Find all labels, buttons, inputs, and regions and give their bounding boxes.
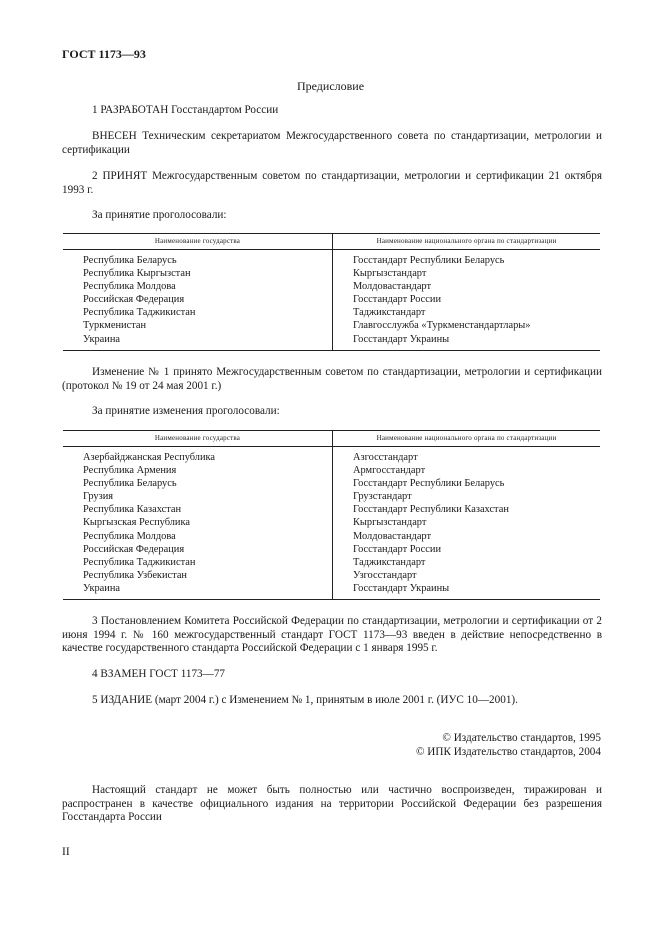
list-item: Российская Федерация [83, 294, 185, 306]
page-number: II [62, 846, 70, 858]
table-voters [63, 233, 600, 351]
list-item: Грузия [83, 491, 114, 503]
para-replaces: 4 ВЗАМЕН ГОСТ 1173—77 [92, 668, 226, 680]
para-developed: 1 РАЗРАБОТАН Госстандартом России [92, 104, 279, 116]
para-amendment: Изменение № 1 принято Межгосударственным советом по стандартизации, метрологии и сертификации (протокол № 19 от 24 мая 2001 г.) [62, 366, 602, 392]
list-item: Армгосстандарт [353, 465, 426, 477]
list-item: Республика Таджикистан [83, 556, 196, 568]
table-header-body: Наименование национального органа по стандартизации [333, 431, 601, 447]
para-adopted: 2 ПРИНЯТ Межгосударственным советом по стандартизации, метрологии и сертификации 21 октября 1993 г. [62, 170, 602, 196]
list-item: Госстандарт Республики Беларусь [353, 255, 505, 266]
list-item: Госстандарт Республики Беларусь [353, 478, 505, 490]
list-item: Кыргызстандарт [353, 517, 427, 529]
list-item: Республика Молдова [83, 281, 176, 293]
section-title: Предисловие [296, 79, 365, 93]
list-item: Туркменистан [83, 320, 147, 332]
list-item: Республика Молдова [83, 530, 176, 542]
list-item: Республика Беларусь [83, 255, 177, 266]
list-item: Украина [83, 333, 121, 345]
states-list [63, 250, 332, 350]
list-item: Республика Таджикистан [83, 307, 196, 319]
states-list [63, 447, 332, 599]
copyright-line-2: © ИПК Издательство стандартов, 2004 [415, 746, 601, 758]
list-item: Республика Кыргызстан [83, 268, 191, 280]
list-item: Госстандарт Украины [353, 582, 450, 594]
para-resolution: 3 Постановлением Комитета Российской Федерации по стандартизации, метрологии и сертификации от 2 июня 1994 г. № 160 межгосударственный стандарт ГОСТ 1173—93 введен в действие непосредственно в качестве государственного стандарта Российской Федерации с 1 января 1995 г. [62, 615, 602, 654]
table-header-state: Наименование государства [63, 234, 333, 250]
list-item: Госстандарт Украины [353, 333, 450, 345]
table-header-state: Наименование государства [63, 431, 333, 447]
list-item: Узгосстандарт [353, 569, 417, 581]
list-item: Госстандарт России [353, 294, 442, 306]
bodies-list [333, 447, 600, 599]
list-item: Таджикстандарт [353, 556, 426, 568]
list-item: Грузстандарт [353, 491, 412, 503]
list-item: Таджикстандарт [353, 307, 426, 319]
para-reproduction-notice: Настоящий стандарт не может быть полностью или частично воспроизведен, тиражирован и распространен в качестве официального издания на территории Российской Федерации без разрешения Госстандарта России [62, 784, 602, 823]
list-item: Госстандарт России [353, 543, 442, 555]
list-item: Азербайджанская Республика [83, 452, 216, 463]
list-item: Главгосслужба «Туркменстандартлары» [353, 320, 531, 332]
table-header-body: Наименование национального органа по стандартизации [333, 234, 601, 250]
list-item: Госстандарт Республики Казахстан [353, 504, 509, 516]
list-item: Молдовастандарт [353, 530, 432, 542]
para-amendment-voted: За принятие изменения проголосовали: [92, 405, 280, 417]
bodies-list [333, 250, 600, 350]
para-submitted: ВНЕСЕН Техническим секретариатом Межгосударственного совета по стандартизации, метрологии и сертификации [62, 130, 602, 156]
list-item: Азгосстандарт [353, 452, 418, 463]
document-header: ГОСТ 1173—93 [62, 47, 146, 61]
copyright-line-1: © Издательство стандартов, 1995 [442, 732, 601, 744]
list-item: Республика Беларусь [83, 478, 177, 490]
list-item: Российская Федерация [83, 543, 185, 555]
para-edition: 5 ИЗДАНИЕ (март 2004 г.) с Изменением № 1, принятым в июле 2001 г. (ИУС 10—2001). [92, 694, 518, 706]
table-amendment-voters [63, 430, 600, 600]
list-item: Украина [83, 582, 121, 594]
list-item: Молдовастандарт [353, 281, 432, 293]
list-item: Республика Казахстан [83, 504, 182, 516]
list-item: Кыргызстандарт [353, 268, 427, 280]
list-item: Кыргызская Республика [83, 517, 190, 529]
para-voted: За принятие проголосовали: [92, 209, 227, 221]
list-item: Республика Узбекистан [83, 569, 187, 581]
list-item: Республика Армения [83, 465, 177, 477]
